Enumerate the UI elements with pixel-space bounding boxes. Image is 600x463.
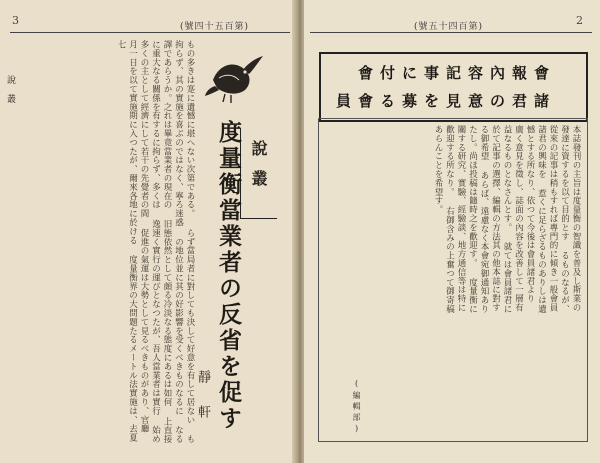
notice-col-1: 本誌發刊の主旨は度量衡の智識を普及し斯業の發達に資するを以て目的とす <box>559 125 581 312</box>
notice-col-5: 就ては會員諸君に於て記事の選擇、編輯の方法其の他本誌に對する御希望 <box>479 125 512 314</box>
right-header: (號五十四百第) <box>414 22 484 32</box>
body-col-8: なる譯であらうか。之れは畢竟當業者の現在の <box>162 40 184 444</box>
body-col-3: 促進の氣運は大勢として見るべきものがあり、官廳 <box>139 228 149 434</box>
body-col-1: 度量衡界の大問題たるメートル法實施は、去夏七 <box>116 40 138 443</box>
body-col-4: 始め多くの主として經濟にして若干の先覺者の間 <box>139 40 161 444</box>
notice-line-2: 員會る募を見意の君諸 <box>335 92 556 110</box>
author-name: 靜軒 <box>195 370 210 440</box>
body-col-5: 逸速く實行の運びとなつたが、吾人當業者は實行 <box>150 219 161 416</box>
article-title: 度量衡當業者の反省を促す <box>215 120 242 432</box>
body-col-2: 月一日を以て實施期に入つたが、爾來各地に於ける <box>127 40 138 245</box>
left-body-text <box>20 40 195 450</box>
left-page <box>0 0 296 463</box>
notice-box <box>319 52 588 122</box>
notice-body-frame <box>318 118 588 442</box>
body-col-9: の地位並に其の好影響を受くべきものなるに <box>173 237 184 416</box>
notice-col-8: 右御含みの上奮つて御寄稿あらんことを希望す。 <box>433 125 455 314</box>
left-folio: 3 <box>12 14 19 27</box>
bird-illustration <box>205 50 265 105</box>
left-header: (號四十五百第) <box>180 22 250 32</box>
right-header-rule <box>310 32 592 33</box>
body-col-7: 旧態依然として頗る冷淡なる態度にあるは如何 <box>162 219 172 407</box>
column-title: 說叢 <box>249 140 268 200</box>
column-title-bracket <box>240 128 277 219</box>
notice-col-2: るものなるが、從來の記事は稍もすれば專門的に傾き一般會員諸君の興味を <box>536 125 570 314</box>
notice-body-text <box>327 125 581 315</box>
body-col-10: も拘らず、其の實施を喜ぶのではなく、寧ろ迷惑 <box>173 40 195 444</box>
right-folio: 2 <box>576 14 583 27</box>
editorial-signature: (編輯部) <box>352 379 361 436</box>
body-col-11: らず當局者に對しても決して好意を有して居ない <box>185 228 195 425</box>
notice-col-7: 度量衡に關する研究、實驗、經驗談、地方通信等は特に歡迎する所なり。 <box>444 125 478 314</box>
notice-col-3: 惹くに足らざるものありしは遺憾とする所なり、依つて今後は會員諸君より <box>525 125 547 314</box>
notice-line-1: 會付に事記容內報會 <box>357 64 556 82</box>
notice-col-6: あらば、遠慮なく本會宛御通知ありたし。尚ほ投稿は隨時之を歡迎す。 <box>467 125 489 314</box>
body-col-12: もの多きは寔に遺憾に堪へない次第である。 <box>185 40 195 218</box>
body-col-6: 上直接に重大なる關係を有するに拘らず、多くは <box>150 40 172 444</box>
notice-col-4: 廣く意見を徵し、誌面の內容を改善して一層有益なるものとなさんとす。 <box>502 125 524 312</box>
right-page <box>304 0 600 463</box>
side-label: 說叢 <box>5 75 15 113</box>
left-header-rule <box>10 32 290 33</box>
